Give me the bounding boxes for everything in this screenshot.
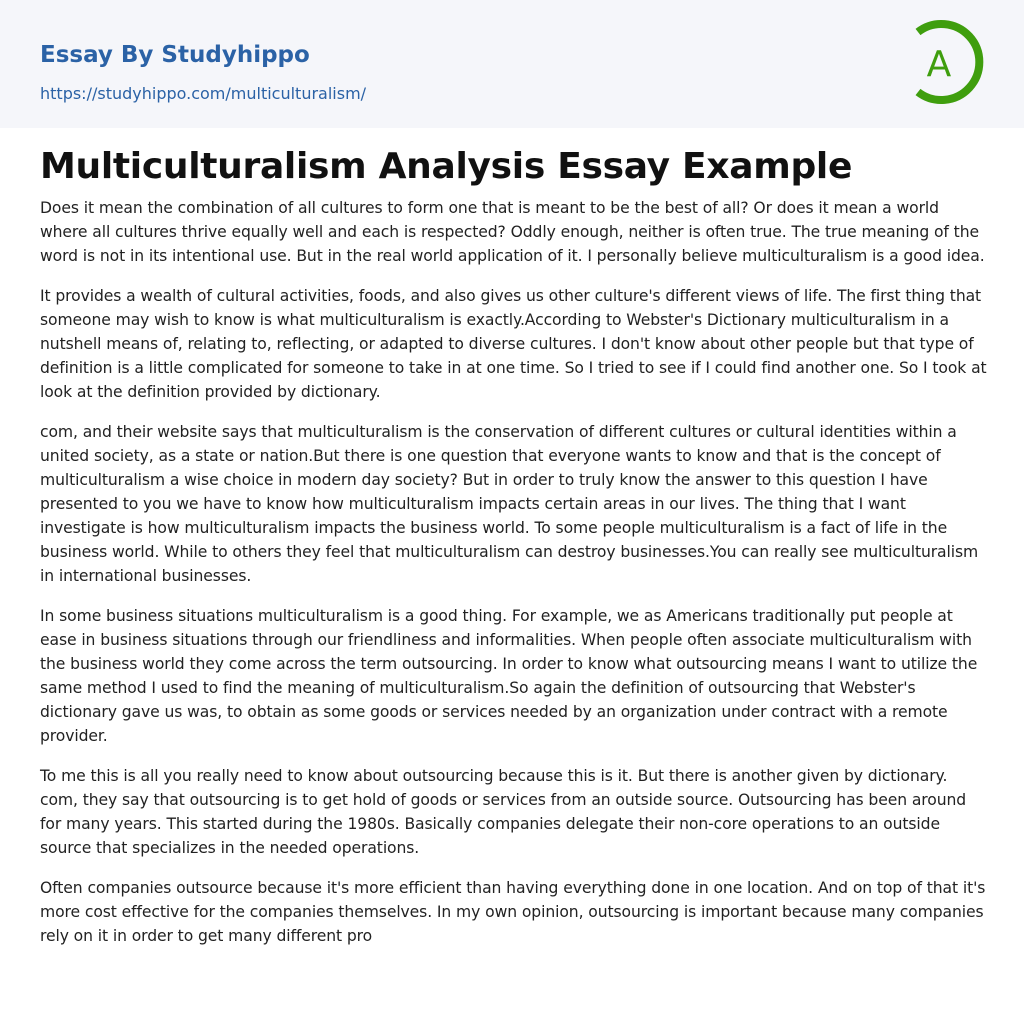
- essay-paragraph: To me this is all you really need to know about outsourcing because this is it. But there is another given by dictionary. com, they say that outsourcing is to get hold of goods or services from an outside source. Outsourcing has been around for many years. This started during the 1980s. Basically companies delegate their non-core operations to an outside source that specializes in the needed operations.: [40, 767, 967, 857]
- site-header: [0, 0, 1024, 128]
- essay-paragraph: In some business situations multiculturalism is a good thing. For example, we as Americans traditionally put people at ease in business situations through our friendliness and informalities. When people often associate multiculturalism with the business world they come across the term outsourcing. In order to know what outsourcing means I want to utilize the same method I used to find the meaning of multiculturalism.So again the definition of outsourcing that Webster's dictionary gave us was, to obtain as some goods or services needed by an organization under contract with a remote provider.: [40, 607, 978, 745]
- essay-paragraph: Does it mean the combination of all cultures to form one that is meant to be the best of all? Or does it mean a world where all cultures thrive equally well and each is respected? Oddly enough, neither is often true. The true meaning of the word is not in its intentional use. But in the real world application of it. I personally believe multiculturalism is a good idea.: [40, 199, 985, 265]
- page-title: Multiculturalism Analysis Essay Example: [40, 146, 853, 187]
- source-url-link[interactable]: https://studyhippo.com/multiculturalism/: [40, 84, 367, 103]
- brand-name[interactable]: Essay By Studyhippo: [40, 42, 310, 68]
- svg-text:A: A: [926, 44, 952, 85]
- essay-paragraph: It provides a wealth of cultural activities, foods, and also gives us other culture's different views of life. The first thing that someone may wish to know is what multiculturalism is exactly.According to Webster's Dictionary multiculturalism in a nutshell means of, relating to, reflecting, or adapted to diverse cultures. I don't know about other people but that type of definition is a little complicated for someone to take in at one time. So I tried to see if I could find another one. So I took at look at the definition provided by dictionary.: [40, 287, 987, 401]
- essay-paragraph: com, and their website says that multiculturalism is the conservation of different cultures or cultural identities within a united society, as a state or nation.But there is one question that everyone wants to know and that is the concept of multiculturalism a wise choice in modern day society? But in order to truly know the answer to this question I have presented to you we have to know how multiculturalism impacts certain areas in our lives. The thing that I want investigate is how multiculturalism impacts the business world. To some people multiculturalism is a fact of life in the business world. While to others they feel that multiculturalism can destroy businesses.You can really see multiculturalism in international businesses.: [40, 423, 979, 585]
- essay-body: [40, 196, 990, 964]
- studyhippo-logo-icon[interactable]: [912, 18, 988, 106]
- essay-paragraph: Often companies outsource because it's more efficient than having everything done in one location. And on top of that it's more cost effective for the companies themselves. In my own opinion, outsourcing is important because many companies rely on it in order to get many different pro: [40, 879, 986, 945]
